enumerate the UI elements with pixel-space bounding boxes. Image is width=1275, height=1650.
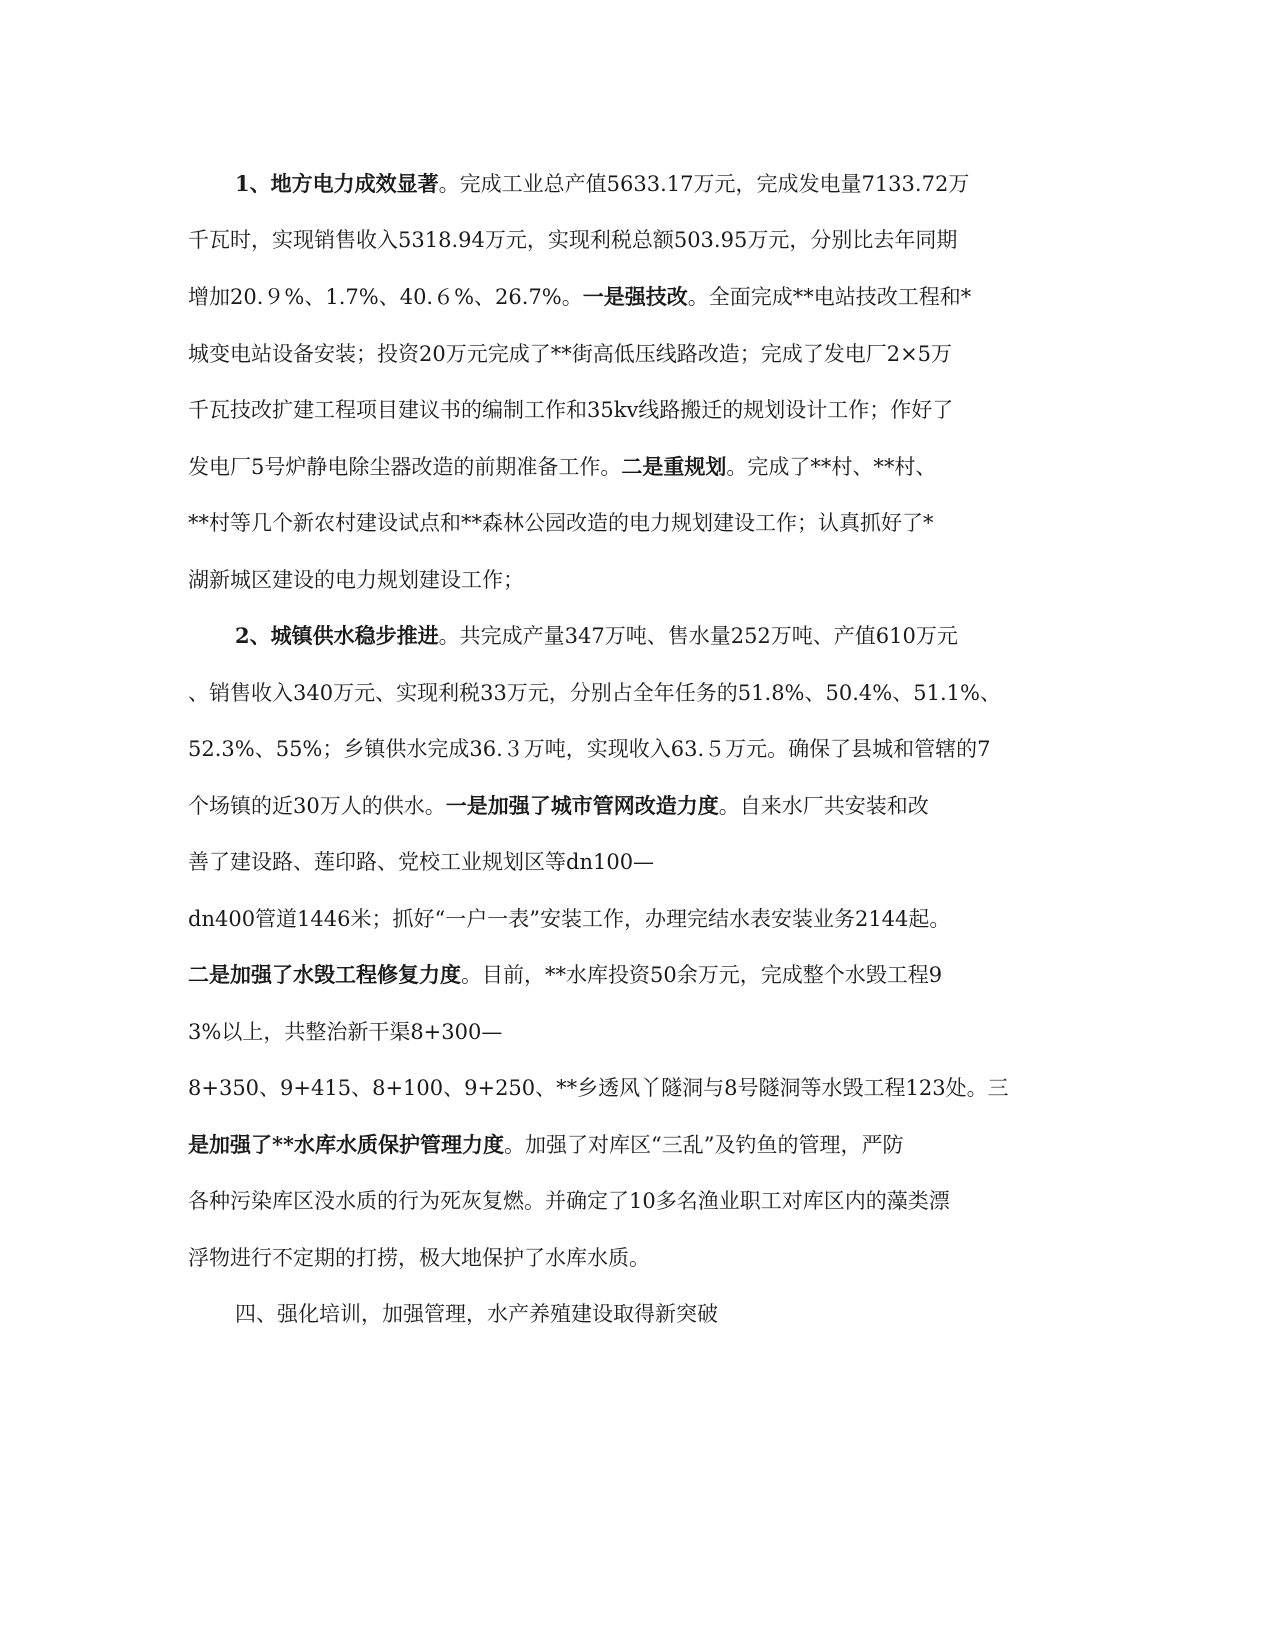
paragraph-2-line bbox=[188, 679, 1088, 707]
bold-heading-text: 是加强了**水库水质保护管理力度 bbox=[188, 1132, 504, 1157]
paragraph-2-line bbox=[188, 735, 1088, 763]
body-text: 千瓦时，实现销售收入5318.94万元，实现利税总额503.95万元，分别比去年同期 bbox=[188, 228, 958, 252]
body-text: 。完成工业总产值5633.17万元，完成发电量7133.72万 bbox=[438, 172, 970, 196]
bold-heading-text: 一是强技改 bbox=[582, 284, 688, 309]
body-text: 个场镇的近30万人的供水。 bbox=[188, 794, 446, 818]
paragraph-2-line bbox=[188, 792, 1088, 820]
body-text: 城变电站设备安装；投资20万元完成了**街高低压线路改造；完成了发电厂2×5万 bbox=[188, 342, 953, 366]
body-text: 8+350、9+415、8+100、9+250、**乡透风丫隧洞与8号隧洞等水毁工程123处。三 bbox=[188, 1076, 1009, 1100]
paragraph-2-line bbox=[188, 1244, 1088, 1272]
paragraph-2-line bbox=[188, 1074, 1088, 1102]
body-text: 。完成了**村、**村、 bbox=[726, 455, 937, 479]
paragraph-2-line bbox=[188, 1018, 1088, 1046]
body-text: 浮物进行不定期的打捞，极大地保护了水库水质。 bbox=[188, 1246, 650, 1270]
paragraph-1-line bbox=[188, 396, 1088, 424]
paragraph-3-line bbox=[235, 1300, 1135, 1328]
paragraph-2-line bbox=[235, 622, 1135, 650]
bold-heading-text: 一是加强了城市管网改造力度 bbox=[445, 793, 719, 818]
body-text: 四、强化培训，加强管理，水产养殖建设取得新突破 bbox=[235, 1302, 718, 1326]
body-text: 千瓦技改扩建工程项目建议书的编制工作和35kv线路搬迁的规划设计工作；作好了 bbox=[188, 398, 954, 422]
paragraph-1-line bbox=[235, 170, 1135, 198]
paragraph-1-line bbox=[188, 283, 1088, 311]
paragraph-1-line bbox=[188, 566, 1088, 594]
bold-heading-text: 2、城镇供水稳步推进 bbox=[235, 623, 439, 648]
body-text: 52.3%、55%；乡镇供水完成36.３万吨，实现收入63.５万元。确保了县城和管辖的7 bbox=[188, 737, 991, 761]
body-text: dn400管道1446米；抓好“一户一表”安装工作，办理完结水表安装业务2144起。 bbox=[188, 907, 951, 931]
bold-heading-text: 1、地方电力成效显著 bbox=[235, 171, 439, 196]
paragraph-1-line bbox=[188, 453, 1088, 481]
body-text: 。加强了对库区“三乱”及钓鱼的管理，严防 bbox=[503, 1133, 904, 1157]
paragraph-2-line bbox=[188, 1131, 1088, 1159]
paragraph-2-line bbox=[188, 1187, 1088, 1215]
paragraph-2-line bbox=[188, 961, 1088, 989]
body-text: 3%以上，共整治新干渠8+300— bbox=[188, 1020, 503, 1044]
bold-heading-text: 二是重规划 bbox=[621, 454, 727, 479]
paragraph-2-line bbox=[188, 848, 1088, 876]
body-text: **村等几个新农村建设试点和**森林公园改造的电力规划建设工作；认真抓好了* bbox=[188, 511, 934, 535]
body-text: 。全面完成**电站技改工程和* bbox=[687, 285, 972, 309]
body-text: 。自来水厂共安装和改 bbox=[718, 794, 929, 818]
body-text: 增加20.９%、1.7%、40.６%、26.7%。 bbox=[188, 285, 583, 309]
body-text: 。目前，**水库投资50余万元，完成整个水毁工程9 bbox=[461, 963, 943, 987]
paragraph-2-line bbox=[188, 905, 1088, 933]
body-text: 。共完成产量347万吨、售水量252万吨、产值610万元 bbox=[438, 624, 958, 648]
paragraph-1-line bbox=[188, 340, 1088, 368]
body-text: 善了建设路、莲印路、党校工业规划区等dn100— bbox=[188, 850, 655, 874]
paragraph-1-line bbox=[188, 226, 1088, 254]
body-text: 发电厂5号炉静电除尘器改造的前期准备工作。 bbox=[188, 455, 622, 479]
body-text: 各种污染库区没水质的行为死灰复燃。并确定了10多名渔业职工对库区内的藻类漂 bbox=[188, 1189, 950, 1213]
body-text: 湖新城区建设的电力规划建设工作； bbox=[188, 568, 524, 592]
paragraph-1-line bbox=[188, 509, 1088, 537]
bold-heading-text: 二是加强了水毁工程修复力度 bbox=[188, 962, 461, 987]
body-text: 、销售收入340万元、实现利税33万元，分别占全年任务的51.8%、50.4%、51.1%、 bbox=[188, 681, 1001, 705]
